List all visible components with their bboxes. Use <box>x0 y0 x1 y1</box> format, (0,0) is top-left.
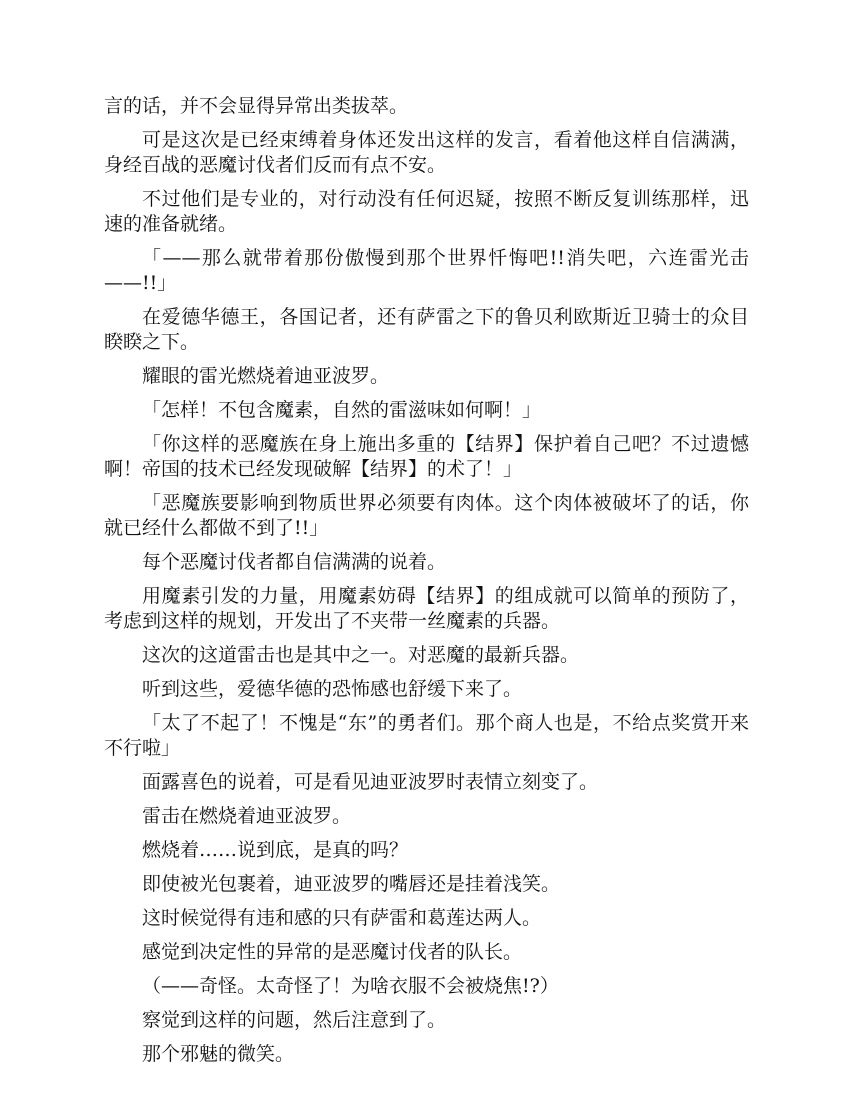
paragraph: 这时候觉得有违和感的只有萨雷和葛莲达两人。 <box>142 907 542 929</box>
paragraph: 「——那么就带着那份傲慢到那个世界忏悔吧!!消失吧，六连雷光击——!!」 <box>104 247 749 294</box>
paragraph: 听到这些，爱德华德的恐怖感也舒缓下来了。 <box>142 678 523 700</box>
paragraph: 可是这次是已经束缚着身体还发出这样的发言，看着他这样自信满满，身经百战的恶魔讨伐者们反而有点不安。 <box>104 129 749 176</box>
paragraph: 面露喜色的说着，可是看见迪亚波罗时表情立刻变了。 <box>142 771 599 793</box>
paragraph: 言的话，并不会显得异常出类拔萃。 <box>104 95 409 117</box>
paragraph: 不过他们是专业的，对行动没有任何迟疑，按照不断反复训练那样，迅速的准备就绪。 <box>104 188 749 235</box>
paragraph: 这次的这道雷击也是其中之一。对恶魔的最新兵器。 <box>142 644 580 666</box>
paragraph: 即使被光包裹着，迪亚波罗的嘴唇还是挂着浅笑。 <box>142 873 561 895</box>
paragraph: 「怎样！不包含魔素，自然的雷滋味如何啊！」 <box>142 399 542 421</box>
body-text <box>104 94 749 1076</box>
paragraph: 察觉到这样的问题，然后注意到了。 <box>142 1009 447 1031</box>
paragraph: 雷击在燃烧着迪亚波罗。 <box>142 805 352 827</box>
paragraph: 在爱德华德王，各国记者，还有萨雷之下的鲁贝利欧斯近卫骑士的众目睽睽之下。 <box>104 306 749 353</box>
paragraph: 用魔素引发的力量，用魔素妨碍【结界】的组成就可以简单的预防了，考虑到这样的规划，开发出了不夹带一丝魔素的兵器。 <box>104 585 749 632</box>
paragraph: 「你这样的恶魔族在身上施出多重的【结界】保护着自己吧？不过遗憾啊！帝国的技术已经发现破解【结界】的术了！」 <box>104 433 749 480</box>
paragraph: 每个恶魔讨伐者都自信满满的说着。 <box>142 551 447 573</box>
paragraph: 耀眼的雷光燃烧着迪亚波罗。 <box>142 365 390 387</box>
paragraph: 感觉到决定性的异常的是恶魔讨伐者的队长。 <box>142 941 523 963</box>
paragraph: 「太了不起了！不愧是“东”的勇者们。那个商人也是，不给点奖赏开来不行啦」 <box>104 712 749 759</box>
paragraph: 燃烧着……说到底，是真的吗？ <box>142 839 409 861</box>
paragraph: 「恶魔族要影响到物质世界必须要有肉体。这个肉体被破坏了的话，你就已经什么都做不到了!!」 <box>104 492 749 539</box>
paragraph: （——奇怪。太奇怪了！为啥衣服不会被烧焦!?） <box>142 975 559 997</box>
paragraph: 那个邪魅的微笑。 <box>142 1043 295 1065</box>
